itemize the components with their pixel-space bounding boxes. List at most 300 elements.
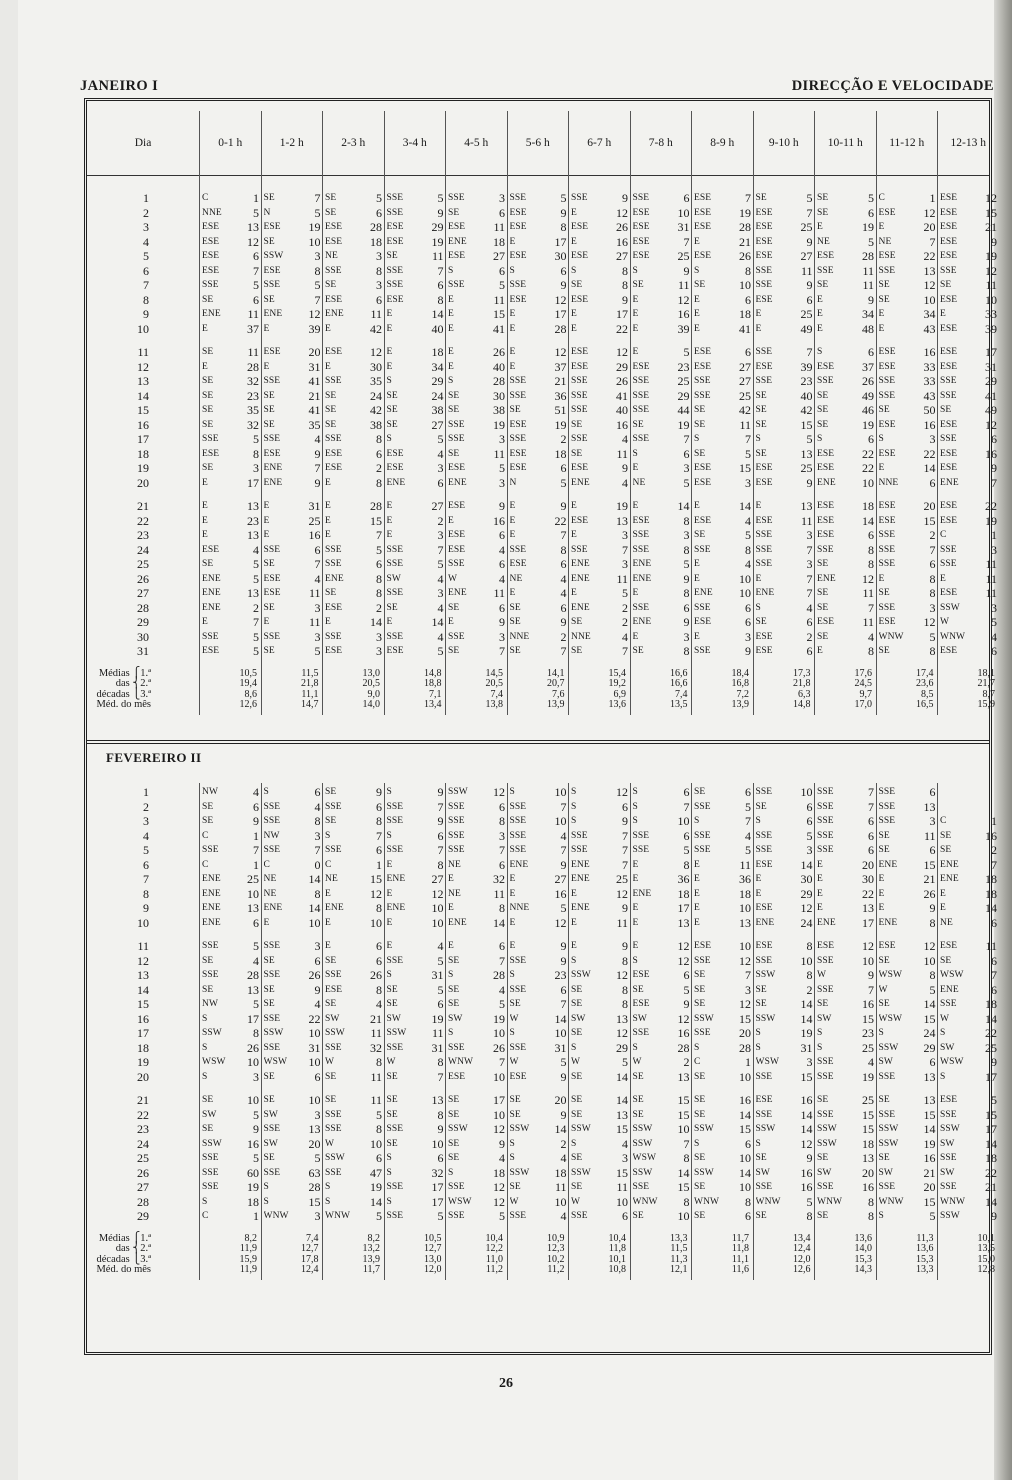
wind-direction: SW — [632, 1013, 647, 1024]
average-value: 11,9 — [239, 1243, 257, 1254]
wind-direction: SSE — [386, 1182, 404, 1192]
wind-speed: 19 — [493, 1011, 505, 1026]
average-value: 14,3 — [854, 1264, 872, 1275]
wind-direction: SSE — [817, 801, 834, 812]
wind-speed: 7 — [745, 191, 751, 205]
wind-speed: 9 — [253, 1122, 259, 1136]
wind-speed: 31 — [308, 359, 321, 374]
wind-direction: SE — [386, 251, 398, 261]
wind-direction: SSW — [940, 602, 960, 613]
wind-speed: 15 — [862, 1107, 874, 1122]
wind-speed: 13 — [862, 1151, 874, 1165]
wind-speed: 8 — [376, 475, 382, 490]
wind-speed: 9 — [929, 901, 936, 915]
wind-speed: 23 — [800, 374, 813, 388]
wind-speed: 6 — [314, 1069, 321, 1084]
wind-direction: ESE — [694, 361, 712, 372]
wind-direction: ENE — [878, 917, 898, 928]
wind-speed: 3 — [991, 600, 997, 615]
wind-speed: 10 — [308, 915, 321, 930]
wind-speed: 9 — [806, 234, 813, 249]
wind-speed: 8 — [806, 968, 813, 982]
average-value: 7,2 — [736, 688, 749, 700]
wind-speed: 14 — [800, 1107, 813, 1122]
wind-speed: 1 — [376, 857, 382, 872]
wind-speed: 2 — [806, 629, 813, 644]
wind-direction: ESE — [571, 463, 589, 473]
wind-speed: 6 — [868, 828, 874, 843]
wind-direction: ESE — [940, 207, 958, 218]
wind-direction: E — [386, 917, 393, 928]
wind-speed: 12 — [554, 345, 567, 359]
wind-speed: 6 — [868, 843, 874, 857]
wind-direction: E — [632, 903, 639, 913]
wind-direction: SE — [878, 1095, 890, 1105]
average-value: 12,2 — [485, 1243, 503, 1254]
wind-direction: ESE — [571, 361, 589, 372]
wind-direction: ENE — [448, 236, 467, 247]
wind-direction: ENE — [817, 573, 836, 584]
wind-direction: ESE — [571, 294, 589, 305]
wind-speed: 1 — [253, 857, 259, 872]
wind-speed: 10 — [431, 915, 444, 930]
wind-speed: 6 — [745, 1209, 751, 1223]
wind-speed: 6 — [376, 799, 382, 814]
wind-speed: 8 — [253, 446, 259, 461]
wind-speed: 11 — [431, 1026, 444, 1040]
wind-speed: 6 — [991, 915, 997, 930]
averages-label: décadas ⎩3.ª — [96, 1253, 151, 1265]
average-value: 19,4 — [239, 678, 257, 689]
average-value: 10,5 — [239, 667, 257, 679]
wind-direction: SE — [632, 419, 644, 430]
wind-speed: 4 — [745, 557, 751, 571]
wind-direction: S — [817, 1042, 823, 1053]
wind-speed: 17 — [985, 1122, 997, 1136]
wind-direction: E — [325, 941, 331, 951]
wind-speed: 17 — [985, 345, 997, 359]
wind-direction: E — [817, 294, 823, 305]
wind-speed: 15 — [739, 461, 751, 475]
wind-speed: 24 — [370, 388, 382, 403]
wind-direction: SSE — [817, 544, 834, 555]
day-number: 10 — [137, 915, 149, 930]
wind-direction: ESE — [878, 515, 896, 526]
wind-speed: 12 — [493, 1194, 505, 1209]
wind-speed: 7 — [560, 799, 567, 814]
wind-speed: 6 — [437, 475, 444, 490]
wind-speed: 14 — [800, 1122, 813, 1136]
wind-direction: ESE — [755, 207, 773, 218]
wind-speed: 12 — [616, 345, 628, 359]
wind-direction: SE — [263, 236, 275, 247]
wind-direction: WNW — [694, 1196, 720, 1207]
wind-direction: SSW — [263, 251, 284, 261]
wind-direction: SSE — [325, 376, 342, 386]
wind-speed: 41 — [308, 403, 321, 417]
wind-speed: 3 — [683, 528, 690, 542]
table-row — [87, 600, 997, 616]
wind-direction: E — [571, 207, 577, 218]
wind-direction: ESE — [878, 448, 896, 459]
wind-direction: SE — [448, 390, 460, 401]
average-value: 13,6 — [916, 1243, 934, 1254]
wind-speed: 33 — [923, 359, 936, 374]
wind-direction: SE — [448, 602, 460, 613]
wind-direction: ESE — [940, 515, 958, 526]
grid-line — [322, 111, 323, 715]
wind-speed: 10 — [493, 1026, 505, 1040]
day-number: 25 — [137, 557, 149, 571]
wind-speed: 8 — [437, 1055, 444, 1069]
wind-direction: SSE — [202, 1182, 219, 1192]
wind-direction: C — [940, 530, 947, 540]
wind-speed: 13 — [923, 263, 936, 278]
wind-speed: 5 — [806, 432, 813, 446]
wind-speed: 36 — [554, 388, 567, 403]
wind-direction: ESE — [940, 646, 958, 656]
wind-speed: 9 — [376, 785, 382, 799]
wind-speed: 28 — [739, 220, 751, 234]
average-value: 12,0 — [424, 1264, 442, 1275]
wind-direction: SW — [755, 1167, 770, 1178]
wind-speed: 10 — [739, 278, 751, 292]
wind-direction: ESE — [940, 941, 958, 951]
table-row — [87, 249, 997, 264]
wind-speed: 14 — [677, 499, 690, 513]
wind-direction: SE — [694, 419, 706, 430]
wind-speed: 46 — [862, 403, 874, 417]
wind-speed: 26 — [739, 249, 751, 263]
wind-direction: SE — [202, 347, 214, 357]
wind-speed: 5 — [991, 1093, 997, 1107]
wind-speed: 12 — [800, 901, 813, 915]
wind-direction: SSE — [263, 1042, 281, 1053]
wind-direction: E — [386, 309, 393, 319]
wind-direction: SSE — [571, 390, 588, 401]
average-value: 10,1 — [608, 1253, 626, 1265]
wind-speed: 13 — [923, 799, 936, 814]
wind-speed: 40 — [616, 403, 628, 417]
table-row — [87, 1136, 997, 1152]
wind-direction: ENE — [940, 984, 959, 995]
wind-direction: ENE — [263, 309, 283, 319]
wind-speed: 8 — [499, 901, 505, 915]
wind-direction: ENE — [325, 309, 344, 319]
wind-speed: 6 — [745, 292, 751, 307]
wind-speed: 4 — [376, 997, 382, 1011]
wind-speed: 9 — [437, 205, 444, 220]
wind-speed: 11 — [862, 586, 874, 600]
wind-direction: ESE — [694, 515, 712, 526]
wind-direction: SSE — [386, 265, 404, 276]
wind-speed: 9 — [622, 292, 628, 307]
averages-row — [87, 1264, 995, 1276]
wind-speed: 29 — [431, 374, 444, 388]
wind-direction: SSE — [817, 1109, 834, 1120]
day-number: 23 — [137, 1122, 149, 1136]
wind-direction: SSE — [325, 970, 342, 980]
wind-direction: SSW — [694, 1124, 714, 1134]
wind-direction: SE — [571, 984, 583, 995]
wind-direction: ESE — [755, 515, 773, 526]
wind-direction: ESE — [878, 419, 896, 430]
wind-speed: 11 — [370, 307, 382, 321]
wind-speed: 5 — [745, 799, 751, 814]
wind-direction: SSE — [940, 1109, 957, 1120]
wind-speed: 9 — [560, 939, 567, 953]
grid-line — [937, 783, 938, 1280]
wind-speed: 6 — [868, 814, 874, 828]
wind-direction: SSE — [386, 845, 404, 855]
wind-speed: 31 — [985, 359, 997, 374]
wind-speed: 12 — [616, 1026, 628, 1040]
wind-speed: 5 — [253, 997, 259, 1011]
wind-speed: 8 — [253, 1026, 259, 1040]
wind-speed: 6 — [806, 799, 813, 814]
wind-direction: SSE — [571, 845, 588, 855]
wind-speed: 28 — [247, 968, 259, 982]
average-value: 12,1 — [670, 1264, 688, 1275]
wind-direction: W — [940, 617, 950, 627]
wind-direction: ESE — [632, 236, 650, 247]
averages-label: Méd. do mês — [96, 699, 151, 710]
wind-direction: SE — [694, 448, 706, 459]
wind-speed: 2 — [683, 1055, 690, 1069]
wind-direction: SE — [509, 1095, 521, 1105]
wind-direction: SSE — [386, 544, 404, 555]
wind-speed: 25 — [308, 513, 321, 528]
wind-speed: 29 — [616, 359, 628, 374]
wind-speed: 31 — [308, 499, 321, 513]
wind-speed: 40 — [431, 321, 444, 336]
wind-direction: SE — [817, 1095, 829, 1105]
day-number: 28 — [137, 1194, 149, 1209]
wind-direction: SSE — [694, 544, 711, 555]
wind-speed: 9 — [560, 857, 567, 872]
day-number: 22 — [137, 1107, 149, 1122]
wind-direction: ESE — [940, 222, 958, 232]
wind-speed: 17 — [985, 1069, 997, 1084]
wind-direction: ESE — [940, 501, 958, 511]
wind-direction: S — [571, 787, 577, 797]
average-value: 16,6 — [670, 678, 688, 689]
wind-speed: 16 — [800, 1180, 813, 1194]
wind-direction: SE — [448, 207, 460, 218]
wind-direction: WNW — [448, 1057, 474, 1067]
wind-speed: 10 — [308, 1093, 321, 1107]
wind-direction: SSW — [571, 970, 591, 980]
wind-direction: C — [878, 193, 885, 203]
wind-direction: SW — [263, 1109, 278, 1120]
wind-speed: 19 — [739, 205, 751, 220]
table-row — [87, 1122, 997, 1137]
wind-direction: ESE — [940, 251, 958, 261]
wind-direction: E — [325, 617, 331, 627]
wind-speed: 5 — [560, 191, 567, 205]
wind-direction: SSW — [878, 1042, 899, 1053]
wind-direction: ESE — [448, 544, 466, 555]
wind-direction: E — [448, 309, 454, 319]
wind-speed: 9 — [560, 499, 567, 513]
wind-direction: ESE — [632, 999, 650, 1009]
wind-direction: SE — [386, 999, 398, 1009]
wind-direction: S — [448, 376, 454, 386]
wind-direction: SE — [694, 1153, 706, 1163]
wind-direction: SSW — [755, 1124, 776, 1134]
wind-speed: 8 — [683, 644, 690, 658]
average-value: 16,5 — [916, 699, 934, 710]
wind-direction: SE — [448, 646, 460, 656]
wind-speed: 10 — [862, 475, 874, 490]
wind-speed: 5 — [806, 828, 813, 843]
wind-speed: 19 — [985, 513, 997, 528]
wind-direction: SE — [571, 999, 583, 1009]
wind-direction: E — [755, 573, 762, 584]
wind-speed: 3 — [314, 828, 321, 843]
wind-speed: 5 — [560, 1055, 567, 1069]
wind-speed: 7 — [314, 292, 321, 307]
wind-direction: ESE — [325, 347, 343, 357]
day-number: 29 — [137, 1209, 149, 1223]
average-value: 13,6 — [608, 699, 626, 710]
wind-direction: SSE — [386, 1211, 404, 1221]
wind-speed: 10 — [370, 1136, 382, 1151]
wind-speed: 7 — [683, 234, 690, 249]
wind-direction: SE — [817, 419, 829, 430]
wind-direction: SSE — [263, 1167, 281, 1178]
average-value: 17,6 — [854, 667, 872, 679]
wind-direction: SSE — [632, 602, 650, 613]
wind-speed: 7 — [437, 843, 444, 857]
wind-speed: 11 — [616, 446, 628, 461]
wind-speed: 5 — [929, 629, 936, 644]
wind-direction: SSE — [386, 955, 404, 966]
wind-speed: 15 — [739, 1011, 751, 1026]
wind-direction: SE — [878, 845, 890, 855]
grid-line — [261, 111, 262, 715]
wind-direction: ESE — [755, 477, 773, 488]
wind-speed: 4 — [499, 1151, 505, 1165]
wind-direction: S — [509, 970, 515, 980]
wind-speed: 25 — [985, 1040, 997, 1055]
wind-speed: 4 — [622, 1136, 628, 1151]
wind-speed: 3 — [622, 557, 628, 571]
average-value: 21,8 — [301, 678, 319, 689]
wind-speed: 6 — [683, 968, 690, 982]
wind-speed: 13 — [431, 1093, 444, 1107]
wind-speed: 6 — [376, 953, 382, 968]
wind-direction: SE — [694, 1211, 706, 1221]
wind-speed: 4 — [560, 1151, 567, 1165]
wind-speed: 27 — [493, 249, 505, 263]
wind-speed: 28 — [247, 359, 259, 374]
wind-direction: S — [263, 1196, 269, 1207]
wind-direction: ENE — [817, 477, 836, 488]
wind-speed: 9 — [683, 263, 690, 278]
wind-speed: 24 — [923, 1026, 936, 1040]
wind-speed: 8 — [683, 586, 690, 600]
wind-speed: 3 — [806, 557, 813, 571]
wind-speed: 42 — [739, 403, 751, 417]
wind-direction: SE — [509, 646, 521, 656]
wind-direction: S — [386, 1196, 392, 1207]
wind-direction: E — [386, 515, 393, 526]
wind-direction: SE — [878, 588, 890, 598]
wind-direction: SSW — [263, 1028, 284, 1038]
wind-speed: 15 — [677, 1107, 690, 1122]
wind-direction: SSE — [509, 816, 527, 826]
wind-direction: ESE — [509, 294, 527, 305]
wind-direction: SSW — [571, 1167, 591, 1178]
wind-speed: 25 — [616, 872, 628, 886]
average-value: 20,5 — [362, 678, 380, 689]
wind-direction: E — [263, 501, 270, 511]
wind-speed: 22 — [862, 886, 874, 901]
wind-direction: ENE — [940, 477, 959, 488]
wind-speed: 12 — [923, 939, 936, 953]
wind-direction: SSE — [694, 376, 711, 386]
wind-speed: 12 — [493, 785, 505, 799]
wind-speed: 7 — [991, 475, 997, 490]
wind-speed: 24 — [431, 388, 444, 403]
wind-direction: SE — [263, 193, 275, 203]
wind-speed: 12 — [862, 939, 874, 953]
wind-speed: 7 — [868, 799, 874, 814]
wind-direction: SW — [940, 1167, 955, 1178]
wind-speed: 10 — [554, 1194, 567, 1209]
wind-speed: 5 — [314, 278, 321, 292]
wind-direction: ESE — [386, 448, 404, 459]
wind-direction: ESE — [878, 941, 896, 951]
wind-direction: S — [755, 1028, 761, 1038]
wind-direction: SE — [509, 1109, 521, 1120]
column-header-hour: 1-2 h — [261, 111, 323, 175]
wind-direction: E — [694, 859, 700, 870]
wind-direction: E — [694, 236, 700, 247]
wind-speed: 6 — [806, 814, 813, 828]
wind-speed: 8 — [929, 571, 936, 586]
wind-direction: E — [571, 501, 577, 511]
average-value: 13,9 — [547, 699, 565, 710]
wind-direction: SSE — [386, 193, 404, 203]
wind-speed: 10 — [739, 901, 751, 915]
wind-direction: SE — [755, 419, 767, 430]
wind-speed: 7 — [499, 953, 505, 968]
wind-speed: 32 — [431, 1165, 444, 1180]
wind-direction: SE — [325, 816, 337, 826]
wind-direction: ESE — [940, 1095, 958, 1105]
wind-direction: ESE — [817, 463, 835, 473]
wind-speed: 4 — [253, 542, 259, 557]
wind-speed: 4 — [745, 513, 751, 528]
day-number: 12 — [137, 359, 149, 374]
wind-speed: 6 — [560, 600, 567, 615]
wind-speed: 35 — [308, 417, 321, 432]
wind-speed: 4 — [314, 432, 321, 446]
wind-direction: ESE — [940, 193, 958, 203]
wind-direction: SSE — [509, 544, 527, 555]
wind-speed: 12 — [308, 307, 321, 321]
wind-speed: 6 — [499, 263, 505, 278]
table-row — [87, 1026, 997, 1041]
wind-speed: 9 — [560, 278, 567, 292]
table-row — [87, 571, 997, 587]
wind-speed: 33 — [985, 307, 997, 321]
wind-speed: 19 — [677, 417, 690, 432]
average-value: 11,2 — [547, 1264, 565, 1275]
wind-direction: ESE — [878, 617, 896, 627]
